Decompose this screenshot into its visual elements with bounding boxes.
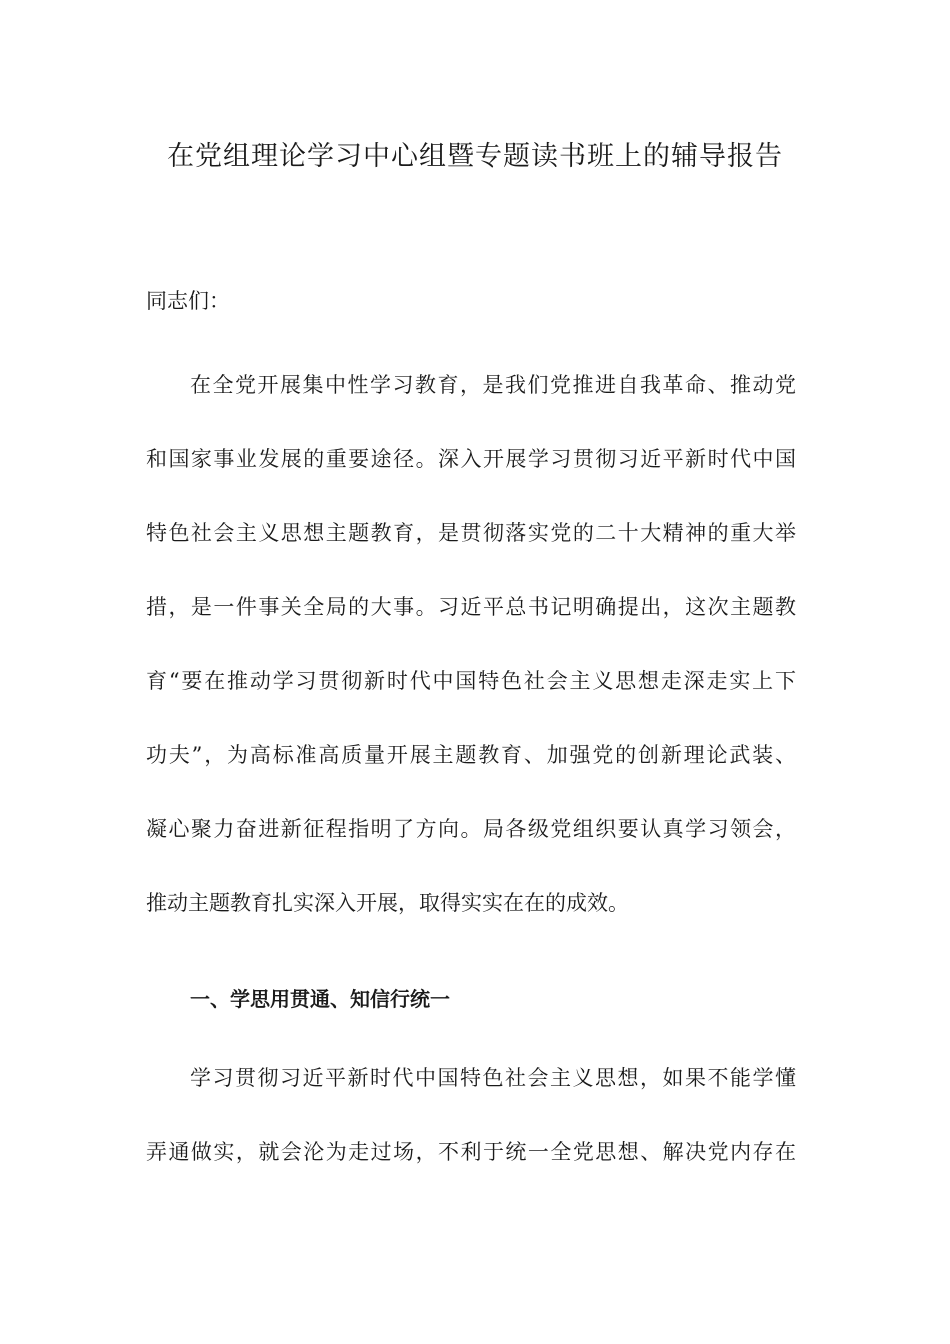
paragraph-line: 凝心聚力奋进新征程指明了方向。局各级党组织要认真学习领会， [146, 817, 796, 841]
paragraph-line: 功夫”，为高标准高质量开展主题教育、加强党的创新理论武装、 [146, 743, 796, 767]
paragraph-line: 学习贯彻习近平新时代中国特色社会主义思想，如果不能学懂 [190, 1066, 796, 1090]
paragraph-line: 推动主题教育扎实深入开展，取得实实在在的成效。 [146, 891, 629, 915]
document-title: 在党组理论学习中心组暨专题读书班上的辅导报告 [167, 141, 783, 172]
paragraph-line: 措，是一件事关全局的大事。习近平总书记明确提出，这次主题教 [146, 595, 796, 619]
paragraph-line: 弄通做实，就会沦为走过场，不利于统一全党思想、解决党内存在 [146, 1140, 796, 1164]
paragraph-line: 特色社会主义思想主题教育，是贯彻落实党的二十大精神的重大举 [146, 521, 796, 545]
paragraph-line: 和国家事业发展的重要途径。深入开展学习贯彻习近平新时代中国 [146, 447, 796, 471]
paragraph-line: 育“要在推动学习贯彻新时代中国特色社会主义思想走深走实上下 [146, 669, 796, 693]
section-heading: 一、学思用贯通、知信行统一 [190, 987, 450, 1011]
paragraph-line: 在全党开展集中性学习教育，是我们党推进自我革命、推动党 [190, 373, 796, 397]
salutation: 同志们： [146, 289, 230, 313]
